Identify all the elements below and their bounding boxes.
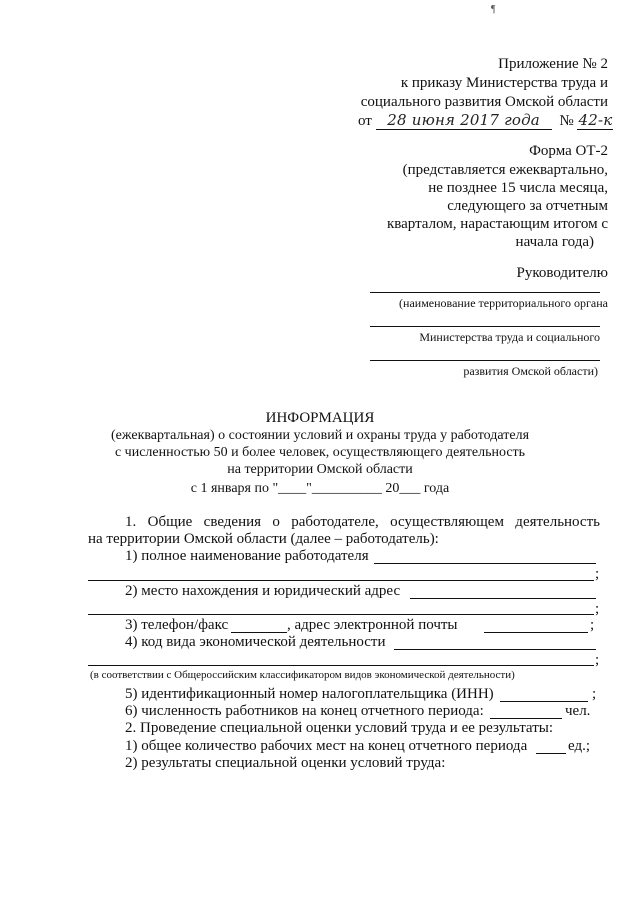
addressee-line-3 bbox=[370, 360, 600, 361]
section-1-heading-cont: на территории Омской области (далее – работодатель): bbox=[88, 531, 439, 547]
item-3-end: ; bbox=[590, 617, 595, 633]
item-4-field-cont bbox=[88, 665, 594, 666]
form-note-line-1: (представляется ежеквартально, bbox=[402, 162, 608, 178]
addressee-title: Руководителю bbox=[516, 265, 608, 281]
from-label: от bbox=[358, 113, 372, 129]
appendix-line-2: к приказу Министерства труда и bbox=[400, 75, 608, 91]
item-1-field bbox=[374, 563, 596, 564]
number-label: № bbox=[559, 113, 574, 129]
item-3-label: 3) телефон/факс bbox=[125, 617, 229, 633]
title-line-2: с численностью 50 и более человек, осуществляющего деятельность bbox=[114, 445, 526, 460]
addressee-line-1 bbox=[370, 292, 600, 293]
reporting-period: с 1 января по "____"__________ 20___ года bbox=[190, 481, 450, 496]
item-2-end: ; bbox=[595, 601, 600, 617]
section-2-item-1-label: 1) общее количество рабочих мест на конец отчетного периода bbox=[125, 738, 528, 754]
item-5-end: ; bbox=[592, 686, 597, 702]
okved-note: (в соответствии с Общероссийским классификатором видов экономической деятельности) bbox=[90, 669, 515, 681]
section-2-heading: 2. Проведение специальной оценки условий труда и ее результаты: bbox=[125, 720, 553, 736]
form-note-line-5: начала года) bbox=[515, 234, 594, 250]
form-note-line-3: следующего за отчетным bbox=[447, 198, 608, 214]
item-6-label: 6) численность работников на конец отчетного периода: bbox=[125, 703, 484, 719]
addressee-line-2 bbox=[370, 326, 600, 327]
workplaces-field bbox=[536, 753, 566, 754]
item-2-field bbox=[410, 598, 596, 599]
section-2-item-2-label: 2) результаты специальной оценки условий труда: bbox=[125, 755, 446, 771]
item-6-unit: чел. bbox=[565, 703, 591, 719]
order-number-handwritten: 42-к bbox=[578, 111, 613, 129]
form-note-line-2: не позднее 15 числа месяца, bbox=[428, 180, 608, 196]
section-1-heading: 1. Общие сведения о работодателе, осуществляющем деятельность bbox=[125, 514, 600, 530]
title-line-3: на территории Омской области bbox=[227, 462, 413, 477]
item-1-end: ; bbox=[595, 566, 600, 582]
email-label: , адрес электронной почты bbox=[287, 617, 458, 633]
appendix-line-3: социального развития Омской области bbox=[360, 94, 608, 110]
item-2-label: 2) место нахождения и юридический адрес bbox=[125, 583, 401, 599]
item-4-end: ; bbox=[595, 652, 600, 668]
item-4-label: 4) код вида экономической деятельности bbox=[125, 634, 386, 650]
item-2-field-cont bbox=[88, 614, 594, 615]
email-field bbox=[484, 632, 588, 633]
document-title: ИНФОРМАЦИЯ bbox=[265, 410, 375, 426]
addressee-caption-2: Министерства труда и социального bbox=[419, 330, 600, 344]
section-2-item-1-unit: ед.; bbox=[568, 738, 591, 754]
item-1-field-cont bbox=[88, 580, 594, 581]
page-mark: ¶ bbox=[491, 4, 496, 15]
form-note-line-4: кварталом, нарастающим итогом с bbox=[386, 216, 608, 232]
item-5-label: 5) идентификационный номер налогоплательщика (ИНН) bbox=[125, 686, 494, 702]
title-line-1: (ежеквартальная) о состоянии условий и охраны труда у работодателя bbox=[110, 428, 530, 443]
item-1-label: 1) полное наименование работодателя bbox=[125, 548, 369, 564]
item-4-field bbox=[394, 649, 596, 650]
addressee-caption-3: развития Омской области) bbox=[463, 364, 598, 378]
order-date-handwritten: 28 июня 2017 года bbox=[376, 111, 552, 130]
addressee-caption-1: (наименование территориального органа bbox=[399, 296, 608, 310]
order-date-row bbox=[358, 111, 613, 130]
form-name: Форма ОТ-2 bbox=[529, 143, 608, 159]
appendix-line-1: Приложение № 2 bbox=[498, 56, 608, 72]
